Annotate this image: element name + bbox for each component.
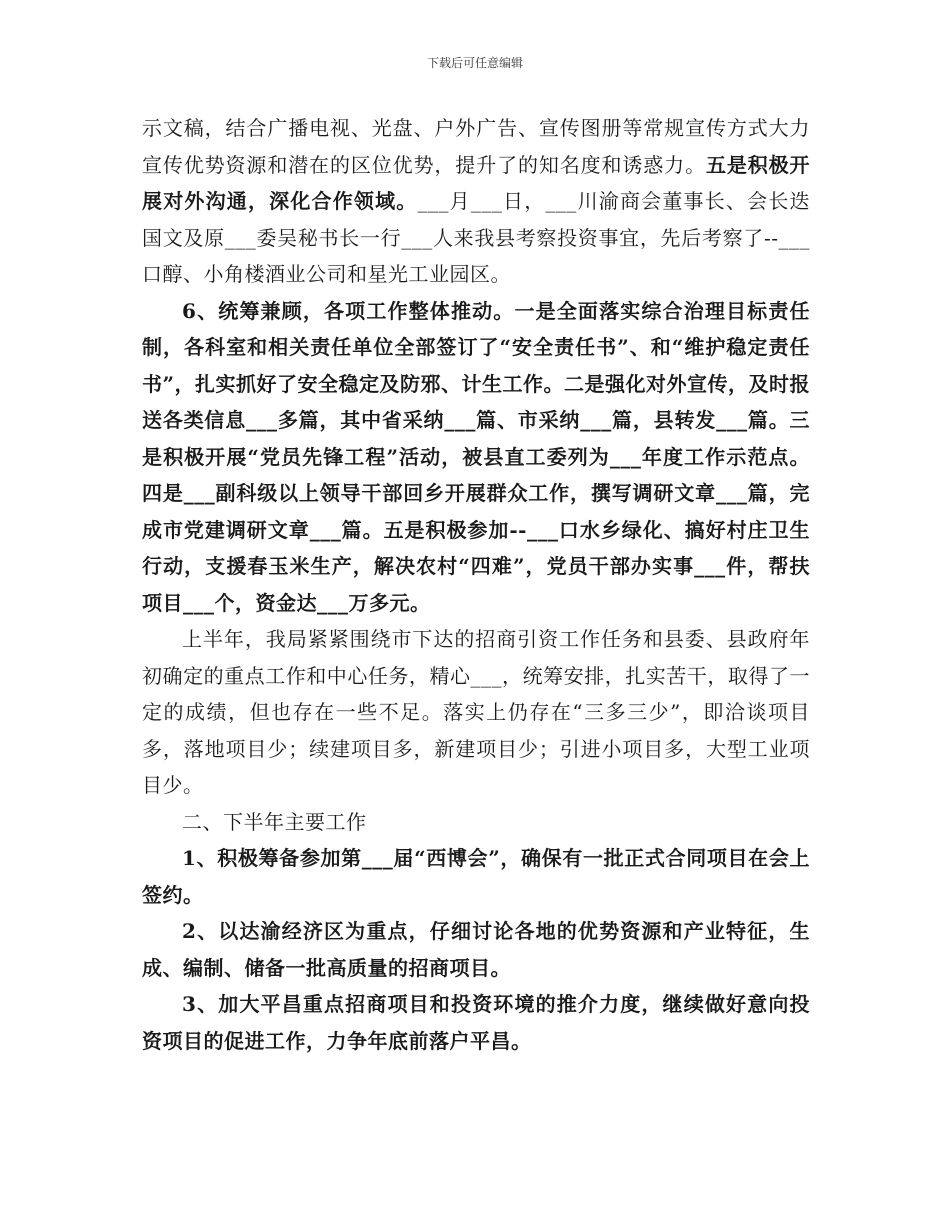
document-body xyxy=(142,110,810,1059)
list-item-1 xyxy=(142,840,810,913)
paragraph-1-text: 示文稿，结合广播电视、光盘、户外广告、宣传图册等常规宣传方式大力宣传优势资源和潜在的区位优势，提升了的知名度和诱惑力。 xyxy=(142,116,810,177)
list-item-2-text: 2、以达渝经济区为重点，仔细讨论各地的优势资源和产业特征，生成、编制、储备一批高质量的招商项目。 xyxy=(142,919,810,980)
paragraph-2 xyxy=(142,293,810,622)
section-heading-text: 二、下半年主要工作 xyxy=(182,809,367,834)
paragraph-1-bold-text: 五是积极开展对外沟通，深化合作领域。 xyxy=(142,152,811,213)
list-item-3 xyxy=(142,986,810,1059)
list-item-3-text: 3、加大平昌重点招商项目和投资环境的推介力度，继续做好意向投资项目的促进工作，力争年底前落户平昌。 xyxy=(142,992,810,1053)
paragraph-2-text: 6、统筹兼顾，各项工作整体推动。一是全面落实综合治理目标责任制，各科室和相关责任单位全部签订了“安全责任书”、和“维护稳定责任书”，扎实抓好了安全稳定及防邪、计生工作。二是强化对外宣传，及时报送各类信息___多篇，其中省采纳___篇、市采纳___篇，县转发___篇。三是积极开展“党员先锋工程”活动，被县直工委列为___年度工作示范点。四是___副科级以上领导干部回乡开展群众工作，撰写调研文章___篇，完成市党建调研文章___篇。五是积极参加--___口水乡绿化、搞好村庄卫生行动，支援春玉米生产，解决农村“四难”，党员干部办实事___件，帮扶项目___个，资金达___万多元。 xyxy=(142,298,811,615)
section-heading xyxy=(142,804,810,841)
paragraph-3 xyxy=(142,621,810,804)
list-item-2 xyxy=(142,913,810,986)
page-header: 下载后可任意编辑 xyxy=(426,56,523,70)
list-item-1-text: 1、积极筹备参加第___届“西博会”，确保有一批正式合同项目在会上签约。 xyxy=(142,846,810,907)
paragraph-3-text: 上半年，我局紧紧围绕市下达的招商引资工作任务和县委、县政府年初确定的重点工作和中心任务，精心___，统筹安排，扎实苦干，取得了一定的成绩，但也存在一些不足。落实上仍存在“三多三少”，即洽谈项目多，落地项目少；续建项目多，新建项目少；引进小项目多，大型工业项目少。 xyxy=(142,627,810,797)
paragraph-1-tail-text: ___月___日，___川渝商会董事长、会长迭国文及原___委吴秘书长一行___人来我县考察投资事宜，先后考察了--___口醇、小角楼酒业公司和星光工业园区。 xyxy=(142,189,811,286)
paragraph-1 xyxy=(142,110,810,293)
